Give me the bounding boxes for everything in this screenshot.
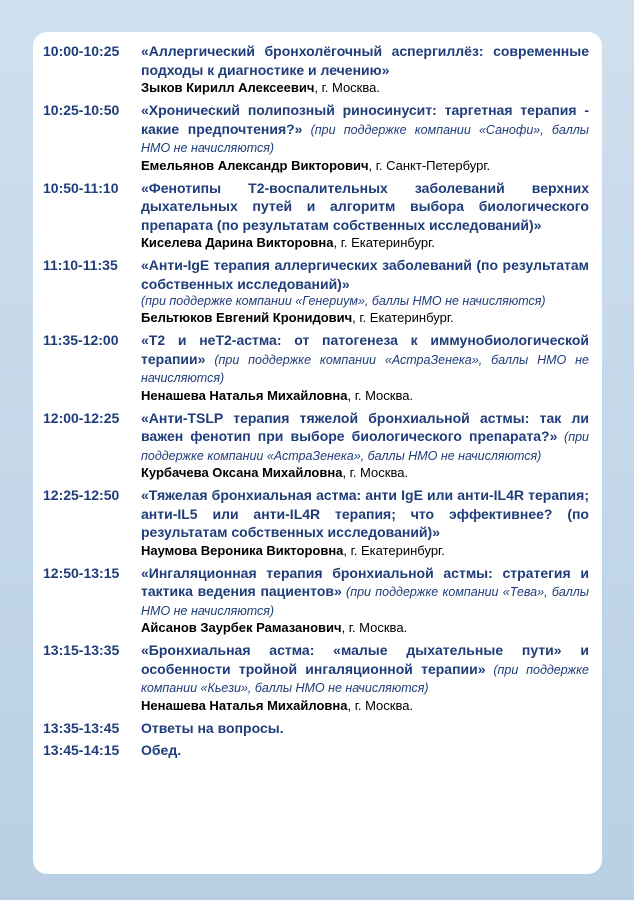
session-6 — [43, 409, 589, 483]
session-title: «Анти-IgE терапия аллергических заболеваний (по результатам собственных исследований)» — [141, 257, 589, 292]
session-time: 10:50-11:10 — [43, 179, 119, 196]
sponsor-note: (при поддержке компании «Генериум», баллы НМО не начисляются) — [141, 294, 546, 308]
session-time: 10:25-10:50 — [43, 102, 120, 118]
sponsor-note: (при поддержке компании «Кьези», баллы НМО не начисляются) — [141, 662, 590, 695]
sponsor-note: (при поддержке компании «АстраЗенека», баллы НМО не начисляются) — [141, 352, 589, 385]
session-title: «Ингаляционная терапия бронхиальной астмы: стратегия и тактика ведения пациентов» (при поддержке компании «Тева», баллы НМО не начисляются) — [141, 564, 589, 618]
session-time: 13:35-13:45 — [43, 719, 120, 736]
session-7 — [43, 486, 589, 560]
session-speaker: Ненашева Наталья Михайловна, г. Москва. — [141, 697, 414, 713]
session-title: «Анти-TSLP терапия тяжелой бронхиальной астмы: так ли важен фенотип при выборе биологического препарата?» (при поддержке компании «АстраЗенека», баллы НМО не начисляются) — [141, 409, 589, 463]
session-speaker: Курбачева Оксана Михайловна, г. Москва. — [141, 465, 409, 480]
sponsor-note: (при поддержке компании «АстраЗенека», баллы НМО не начисляются) — [141, 430, 589, 463]
session-lunch — [43, 741, 589, 760]
session-9 — [43, 641, 589, 715]
session-title: «Тяжелая бронхиальная астма: анти IgE или анти-IL4R терапия; анти-IL5 или анти-IL4R терапия; что эффективнее? (по результатам собственных исследований)» — [141, 487, 589, 540]
session-title: «Т2 и неТ2-астма: от патогенеза к иммунобиологической терапии» (при поддержке компании «АстраЗенека», баллы НМО не начисляются) — [141, 332, 589, 385]
session-speaker: Айсанов Заурбек Рамазанович, г. Москва. — [141, 620, 408, 635]
session-3 — [43, 179, 589, 253]
session-2 — [43, 101, 589, 175]
session-qa — [43, 719, 589, 738]
session-title: «Фенотипы Т2-воспалительных заболеваний верхних дыхательных путей и алгоритм выбора биологического препарата (по результатам собственных исследований)» — [141, 179, 589, 233]
sponsor-note: (при поддержке компании «Санофи», баллы НМО не начисляются) — [141, 122, 590, 155]
session-time: 12:25-12:50 — [43, 487, 120, 503]
session-4 — [43, 256, 589, 327]
program-card — [33, 32, 602, 874]
session-5 — [43, 331, 589, 405]
session-title: «Аллергический бронхолёгочный аспергиллёз: современные подходы к диагностике и лечению» — [141, 43, 589, 78]
session-time: 11:35-12:00 — [43, 332, 119, 348]
session-title: Ответы на вопросы. — [141, 719, 284, 736]
session-time: 12:50-13:15 — [43, 564, 120, 581]
session-speaker: Бельтюков Евгений Кронидович, г. Екатеринбург. — [141, 310, 454, 325]
session-title: «Хронический полипозный риносинусит: таргетная терапия - какие предпочтения?» (при поддержке компании «Санофи», баллы НМО не начисляются) — [141, 102, 590, 155]
session-time: 13:45-14:15 — [43, 742, 120, 758]
session-title: «Бронхиальная астма: «малые дыхательные пути» и особенности тройной ингаляционной терапии» (при поддержке компании «Кьези», баллы НМО не начисляются) — [141, 642, 590, 695]
session-time: 11:10-11:35 — [43, 257, 118, 273]
session-1 — [43, 42, 589, 97]
session-time: 10:00-10:25 — [43, 43, 120, 59]
sponsor-note: (при поддержке компании «Тева», баллы НМО не начисляются) — [141, 585, 589, 618]
session-time: 13:15-13:35 — [43, 642, 120, 658]
session-time: 12:00-12:25 — [43, 409, 120, 426]
session-speaker: Ненашева Наталья Михайловна, г. Москва. — [141, 387, 414, 403]
session-speaker: Зыков Кирилл Алексеевич, г. Москва. — [141, 80, 380, 95]
session-speaker: Киселева Дарина Викторовна, г. Екатеринбург. — [141, 235, 435, 250]
session-title: Обед. — [141, 742, 182, 758]
session-speaker: Емельянов Александр Викторович, г. Санкт-Петербург. — [141, 157, 491, 173]
session-8 — [43, 564, 589, 638]
session-speaker: Наумова Вероника Викторовна, г. Екатеринбург. — [141, 542, 445, 558]
